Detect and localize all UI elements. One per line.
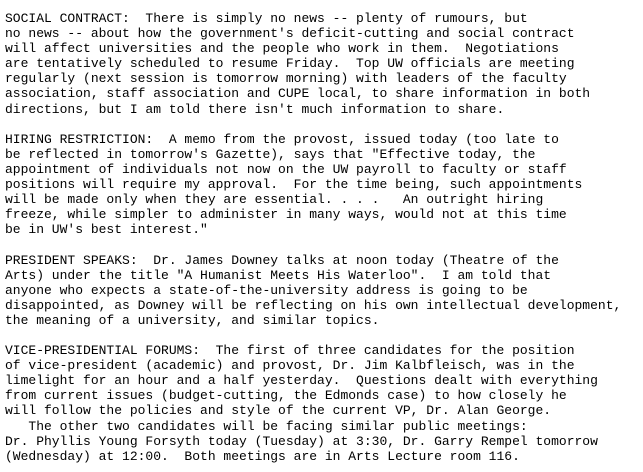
text-line: from current issues (budget-cutting, the Edmonds case) to how closely he: [5, 388, 567, 404]
text-line: association, staff association and CUPE local, to share information in both: [5, 86, 591, 102]
text-line: the meaning of a university, and similar topics.: [5, 312, 380, 328]
paragraph-vp-forums: [5, 343, 643, 464]
text-line: directions, but I am told there isn't much information to share.: [5, 101, 505, 117]
text-line: disappointed, as Downey will be reflecting on his own intellectual development,: [5, 297, 622, 313]
text-line: will be made only when they are essential. . . . An outright hiring: [5, 192, 544, 208]
text-line: of vice-president (academic) and provost, Dr. Jim Kalbfleisch, was in the: [5, 358, 575, 374]
paragraph-social-contract: [5, 11, 643, 117]
text-line: no news -- about how the government's deficit-cutting and social contract: [5, 26, 575, 42]
text-line: Dr. Phyllis Young Forsyth today (Tuesday) at 3:30, Dr. Garry Rempel tomorrow: [5, 433, 598, 449]
text-line: will affect universities and the people who work in them. Negotiations: [5, 41, 559, 57]
text-line: The other two candidates will be facing similar public meetings:: [5, 418, 528, 434]
text-line: will follow the policies and style of the current VP, Dr. Alan George.: [5, 403, 552, 419]
paragraph-president-speaks: [5, 253, 643, 328]
paragraph-hiring-restriction: [5, 132, 643, 238]
text-line: anyone who expects a state-of-the-university address is going to be: [5, 282, 528, 298]
text-line: be reflected in tomorrow's Gazette), says that "Effective today, the: [5, 146, 536, 162]
text-line: regularly (next session is tomorrow morning) with leaders of the faculty: [5, 71, 567, 87]
text-line: positions will require my approval. For the time being, such appointments: [5, 177, 583, 193]
text-line: PRESIDENT SPEAKS: Dr. James Downey talks at noon today (Theatre of the: [5, 252, 559, 268]
text-line: be in UW's best interest.": [5, 222, 208, 238]
text-line: (Wednesday) at 12:00. Both meetings are in Arts Lecture room 116.: [5, 448, 520, 464]
text-line: Arts) under the title "A Humanist Meets His Waterloo". I am told that: [5, 267, 552, 283]
text-line: HIRING RESTRICTION: A memo from the provost, issued today (too late to: [5, 131, 559, 147]
text-line: SOCIAL CONTRACT: There is simply no news -- plenty of rumours, but: [5, 11, 528, 26]
text-line: freeze, while simpler to administer in many ways, would not at this time: [5, 207, 567, 223]
text-line: are tentatively scheduled to resume Friday. Top UW officials are meeting: [5, 56, 575, 72]
text-line: limelight for an hour and a half yesterday. Questions dealt with everything: [5, 373, 598, 389]
text-line: appointment of individuals not now on the UW payroll to faculty or staff: [5, 161, 567, 177]
text-line: VICE-PRESIDENTIAL FORUMS: The first of three candidates for the position: [5, 343, 575, 359]
